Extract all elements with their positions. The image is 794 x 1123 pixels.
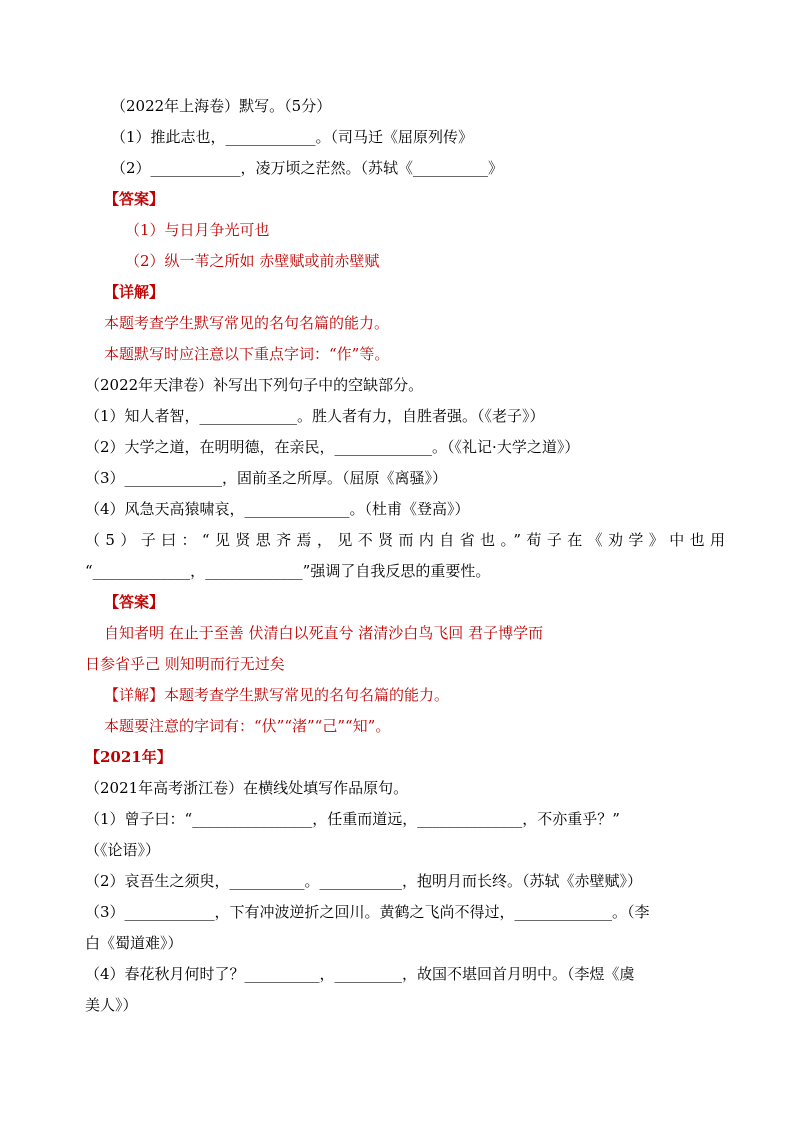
tianjin-question-3: （3）_____________，固前圣之所厚。（屈原《离骚》）	[85, 469, 448, 487]
shanghai-question-1: （1）推此志也，____________。（司马迁《屈原列传》	[111, 128, 474, 146]
zhejiang-question-1b: （《论语》）	[85, 841, 161, 859]
tianjin-question-5b: “_____________，_____________”强调了自我反思的重要性。	[85, 562, 491, 580]
zhejiang-question-2: （2）哀吾生之须臾，__________。___________，抱明月而长终。（苏轼《赤壁赋》）	[85, 872, 643, 890]
zhejiang-question-header: （2021年高考浙江卷）在横线处填写作品原句。	[85, 779, 409, 797]
tianjin-explanation-2: 本题要注意的字词有：“伏”“渚”“己”“知”。	[104, 717, 391, 735]
shanghai-answer-label: 【答案】	[104, 190, 165, 208]
zhejiang-question-3b: 白《蜀道难》）	[85, 934, 183, 952]
tianjin-question-4: （4）风急天高猿啸哀，______________。（杜甫《登高》）	[85, 500, 470, 518]
tianjin-explanation-1: 【详解】本题考查学生默写常见的名句名篇的能力。	[104, 686, 450, 704]
tianjin-question-2: （2）大学之道，在明明德，在亲民，_____________。（《礼记·大学之道》）	[85, 438, 580, 456]
shanghai-question-2: （2）____________，凌万顷之茫然。（苏轼《__________》	[111, 159, 504, 177]
zhejiang-question-4b: 美人》）	[85, 996, 138, 1014]
shanghai-answer-2: （2）纵一苇之所如 赤壁赋或前赤壁赋	[125, 252, 380, 270]
tianjin-question-header: （2022年天津卷）补写出下列句子中的空缺部分。	[85, 376, 424, 394]
zhejiang-question-4a: （4）春花秋月何时了？__________，_________，故国不堪回首月明中。（李煜《虞	[85, 965, 635, 983]
tianjin-answer-line-1: 自知者明 在止于至善 伏清白以死直兮 渚清沙白鸟飞回 君子博学而	[104, 624, 544, 642]
tianjin-answer-label: 【答案】	[104, 593, 165, 611]
tianjin-question-5a: （5）子曰：“见贤思齐焉，见不贤而内自省也。”荀子在《劝学》中也用	[85, 531, 725, 549]
tianjin-answer-line-2: 日参省乎己 则知明而行无过矣	[85, 655, 285, 673]
shanghai-explanation-2: 本题默写时应注意以下重点字词：“作”等。	[104, 345, 390, 363]
section-heading-2021: 【2021年】	[85, 748, 172, 766]
shanghai-explanation-1: 本题考查学生默写常见的名句名篇的能力。	[104, 314, 390, 332]
zhejiang-question-3a: （3）____________，下有冲波逆折之回川。黄鹤之飞尚不得过，_____________。（李	[85, 903, 650, 921]
shanghai-explanation-label: 【详解】	[104, 283, 165, 301]
shanghai-question-header: （2022年上海卷）默写。（5分）	[111, 97, 332, 115]
zhejiang-question-1a: （1）曾子曰：“________________，任重而道远，______________，不亦重乎？”	[85, 810, 620, 828]
tianjin-question-1: （1）知人者智，_____________。胜人者有力，自胜者强。（《老子》）	[85, 407, 545, 425]
shanghai-answer-1: （1）与日月争光可也	[125, 221, 270, 239]
